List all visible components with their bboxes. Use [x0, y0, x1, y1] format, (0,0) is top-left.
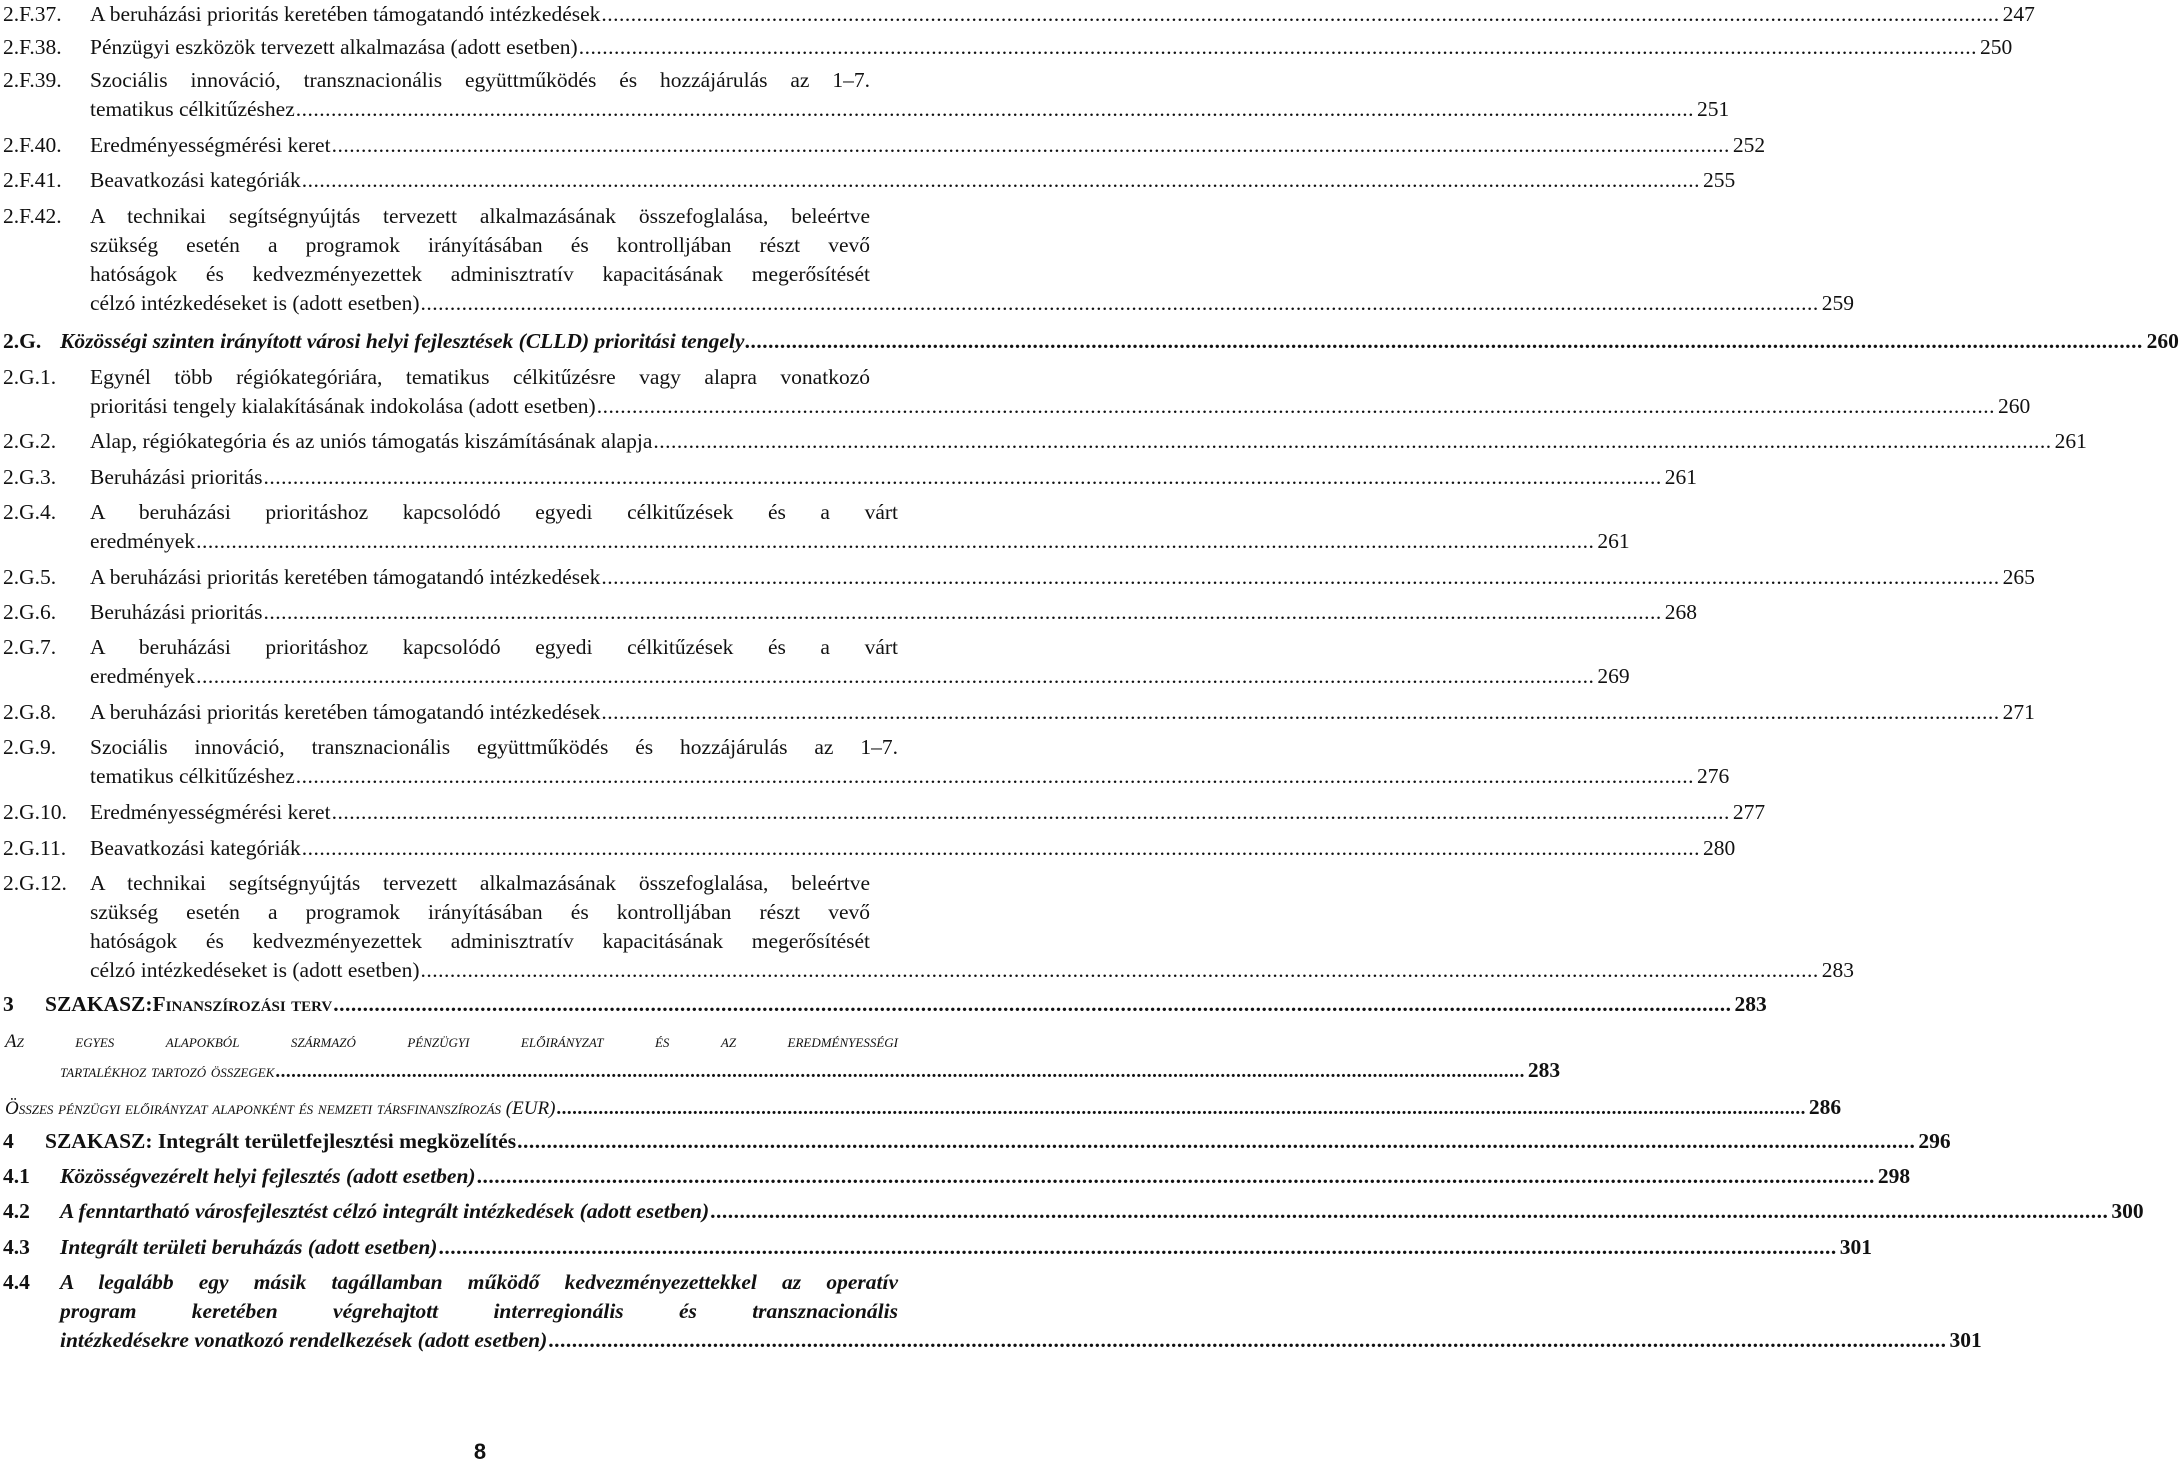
- section-number: 3: [3, 992, 14, 1016]
- section-number: 2.G.10.: [3, 800, 67, 824]
- entry-title: Pénzügyi eszközök tervezett alkalmazása (adott esetben): [90, 35, 578, 59]
- entry-title: eredmények: [90, 529, 196, 553]
- entry-title: Beavatkozási kategóriák: [90, 836, 301, 860]
- dot-leader: ..............................................................................................................................................................................................................................................: [301, 836, 1700, 860]
- section-number: 2.G.8.: [3, 700, 57, 724]
- entry-title: Beruházási prioritás: [90, 600, 263, 624]
- entry-title: Eredményességmérési keret: [90, 800, 331, 824]
- entry-title: Közösségi szinten irányított városi helyi fejlesztések (CLLD) prioritási tengely: [60, 329, 745, 353]
- dot-leader: ..............................................................................................................................................................................................................................................: [295, 764, 1695, 788]
- entry-title-line: A technikai segítségnyújtás tervezett alkalmazásának összefoglalása, beleértve: [90, 871, 870, 895]
- page-reference: 283: [1821, 958, 1855, 982]
- dot-leader: ..............................................................................................................................................................................................................................................: [653, 429, 2052, 453]
- dot-leader: ..............................................................................................................................................................................................................................................: [556, 1098, 1806, 1119]
- section-number: 2.G.4.: [3, 500, 57, 524]
- page-reference: 265: [2002, 565, 2035, 589]
- entry-title-line: A legalább egy másik tagállamban működő kedvezményezettekkel az operatív: [60, 1270, 898, 1294]
- entry-title: Közösségvezérelt helyi fejlesztés (adott esetben): [60, 1164, 476, 1188]
- section-number: 2.G.2.: [3, 429, 57, 453]
- page-reference: 247: [2002, 2, 2035, 26]
- section-number: 2.G.11.: [3, 836, 67, 860]
- section-number: 2.G.5.: [3, 565, 57, 589]
- page-reference: 259: [1821, 291, 1855, 315]
- entry-title: A beruházási prioritás keretében támogatandó intézkedések: [90, 2, 601, 26]
- entry-title: Összes pénzügyi előirányzat alaponként és nemzeti társfinanszírozás (EUR): [5, 1098, 556, 1119]
- page-reference: 251: [1697, 97, 1730, 121]
- section-number: 2.F.39.: [3, 68, 62, 92]
- section-number: 2.F.37.: [3, 2, 62, 26]
- entry-title-line: hatóságok és kedvezményezettek adminisztratív kapacitásának megerősítését: [90, 929, 870, 953]
- page-reference: 260: [1997, 394, 2031, 418]
- entry-title: tematikus célkitűzéshez: [90, 97, 295, 121]
- page-reference: 252: [1732, 133, 1766, 157]
- entry-title: eredmények: [90, 664, 196, 688]
- page-reference: 298: [1877, 1164, 1911, 1188]
- section-number: 2.G.1.: [3, 365, 57, 389]
- page-reference: 301: [1839, 1235, 1872, 1259]
- dot-leader: ..............................................................................................................................................................................................................................................: [263, 465, 1662, 489]
- page-reference: 250: [1979, 35, 2013, 59]
- section-number: 4.1: [3, 1164, 30, 1188]
- section-number: 2.F.40.: [3, 133, 62, 157]
- entry-title: Eredményességmérési keret: [90, 133, 331, 157]
- page-number: 8: [473, 1439, 487, 1464]
- entry-title-line: Az egyes alapokból származó pénzügyi előirányzat és az eredményességi: [5, 1031, 898, 1052]
- entry-title-line: szükség esetén a programok irányításában és kontrolljában részt vevő: [90, 233, 870, 257]
- entry-title-line: Egynél több régiókategóriára, tematikus célkitűzésre vagy alapra vonatkozó: [90, 365, 870, 389]
- entry-title: SZAKASZ: Integrált területfejlesztési megközelítés: [45, 1129, 517, 1153]
- page-reference: 276: [1697, 764, 1730, 788]
- section-number: 2.G.3.: [3, 465, 57, 489]
- dot-leader: ..............................................................................................................................................................................................................................................: [263, 600, 1662, 624]
- section-number: 2.F.38.: [3, 35, 62, 59]
- section-number: 2.G.7.: [3, 635, 57, 659]
- dot-leader: ..............................................................................................................................................................................................................................................: [333, 992, 1732, 1016]
- page-reference: 280: [1702, 836, 1736, 860]
- entry-title: tematikus célkitűzéshez: [90, 764, 295, 788]
- dot-leader: ..............................................................................................................................................................................................................................................: [745, 329, 2144, 353]
- entry-title-line: A beruházási prioritáshoz kapcsolódó egyedi célkitűzések és a várt: [90, 635, 898, 659]
- dot-leader: ..............................................................................................................................................................................................................................................: [601, 565, 2000, 589]
- section-number: 4.2: [3, 1199, 30, 1223]
- dot-leader: ..............................................................................................................................................................................................................................................: [420, 958, 1819, 982]
- section-number: 2.G.12.: [3, 871, 67, 895]
- entry-title-line: A beruházási prioritáshoz kapcsolódó egyedi célkitűzések és a várt: [90, 500, 898, 524]
- entry-title: intézkedésekre vonatkozó rendelkezések (adott esetben): [60, 1328, 548, 1352]
- page-reference: 286: [1808, 1095, 1842, 1119]
- entry-title-line: A technikai segítségnyújtás tervezett alkalmazásának összefoglalása, beleértve: [90, 204, 870, 228]
- dot-leader: ..............................................................................................................................................................................................................................................: [476, 1164, 1875, 1188]
- section-number: 2.G.6.: [3, 600, 57, 624]
- page-reference: 261: [2054, 429, 2087, 453]
- dot-leader: ..............................................................................................................................................................................................................................................: [596, 394, 1995, 418]
- entry-title-line: szükség esetén a programok irányításában és kontrolljában részt vevő: [90, 900, 870, 924]
- entry-title: célzó intézkedéseket is (adott esetben): [90, 958, 420, 982]
- page-reference: 296: [1918, 1129, 1951, 1153]
- dot-leader: ..............................................................................................................................................................................................................................................: [710, 1199, 2109, 1223]
- dot-leader: ..............................................................................................................................................................................................................................................: [420, 291, 1819, 315]
- dot-leader: ..............................................................................................................................................................................................................................................: [331, 133, 1730, 157]
- page-reference: 301: [1949, 1328, 1982, 1352]
- section-number: 2.G.9.: [3, 735, 57, 759]
- entry-title: SZAKASZ:Finanszírozási terv: [45, 992, 333, 1016]
- entry-title: Beruházási prioritás: [90, 465, 263, 489]
- section-number: 2.F.42.: [3, 204, 62, 228]
- page-reference: 261: [1597, 529, 1630, 553]
- dot-leader: ..............................................................................................................................................................................................................................................: [196, 664, 1595, 688]
- entry-title-line: Szociális innováció, transznacionális együttműködés és hozzájárulás az 1–7.: [90, 68, 870, 92]
- dot-leader: ..............................................................................................................................................................................................................................................: [517, 1129, 1916, 1153]
- entry-title: Beavatkozási kategóriák: [90, 168, 301, 192]
- page-reference: 269: [1597, 664, 1630, 688]
- dot-leader: ..............................................................................................................................................................................................................................................: [301, 168, 1700, 192]
- entry-title-line: program keretében végrehajtott interregionális és transznacionális: [60, 1299, 898, 1323]
- entry-title: A beruházási prioritás keretében támogatandó intézkedések: [90, 565, 601, 589]
- page-reference: 255: [1702, 168, 1736, 192]
- section-number: 2.F.41.: [3, 168, 62, 192]
- section-number: 4.3: [3, 1235, 30, 1259]
- page-reference: 261: [1664, 465, 1698, 489]
- dot-leader: ..............................................................................................................................................................................................................................................: [295, 97, 1695, 121]
- entry-title: A fenntartható városfejlesztést célzó integrált intézkedések (adott esetben): [60, 1199, 710, 1223]
- dot-leader: ..............................................................................................................................................................................................................................................: [578, 35, 1977, 59]
- page-reference: 300: [2111, 1199, 2144, 1223]
- entry-title: Integrált területi beruházás (adott esetben): [60, 1235, 438, 1259]
- page-reference: 277: [1732, 800, 1766, 824]
- dot-leader: ..............................................................................................................................................................................................................................................: [601, 2, 2000, 26]
- page-reference: 283: [1734, 992, 1767, 1016]
- section-number: 4.4: [3, 1270, 30, 1294]
- dot-leader: ..............................................................................................................................................................................................................................................: [275, 1061, 1525, 1082]
- entry-title-line: Szociális innováció, transznacionális együttműködés és hozzájárulás az 1–7.: [90, 735, 898, 759]
- entry-title: tartalékhoz tartozó összegek: [60, 1061, 275, 1082]
- entry-title: Alap, régiókategória és az uniós támogatás kiszámításának alapja: [90, 429, 653, 453]
- page-reference: 283: [1527, 1058, 1561, 1082]
- dot-leader: ..............................................................................................................................................................................................................................................: [601, 700, 2000, 724]
- entry-title-line: hatóságok és kedvezményezettek adminisztratív kapacitásának megerősítését: [90, 262, 870, 286]
- entry-title: A beruházási prioritás keretében támogatandó intézkedések: [90, 700, 601, 724]
- entry-title: prioritási tengely kialakításának indokolása (adott esetben): [90, 394, 596, 418]
- page-reference: 268: [1664, 600, 1698, 624]
- dot-leader: ..............................................................................................................................................................................................................................................: [331, 800, 1730, 824]
- dot-leader: ..............................................................................................................................................................................................................................................: [548, 1328, 1947, 1352]
- entry-title: célzó intézkedéseket is (adott esetben): [90, 291, 420, 315]
- dot-leader: ..............................................................................................................................................................................................................................................: [438, 1235, 1837, 1259]
- section-number: 2.G.: [3, 329, 42, 353]
- page-reference: 271: [2002, 700, 2035, 724]
- page-reference: 260: [2146, 329, 2179, 353]
- dot-leader: ..............................................................................................................................................................................................................................................: [196, 529, 1595, 553]
- section-number: 4: [3, 1129, 14, 1153]
